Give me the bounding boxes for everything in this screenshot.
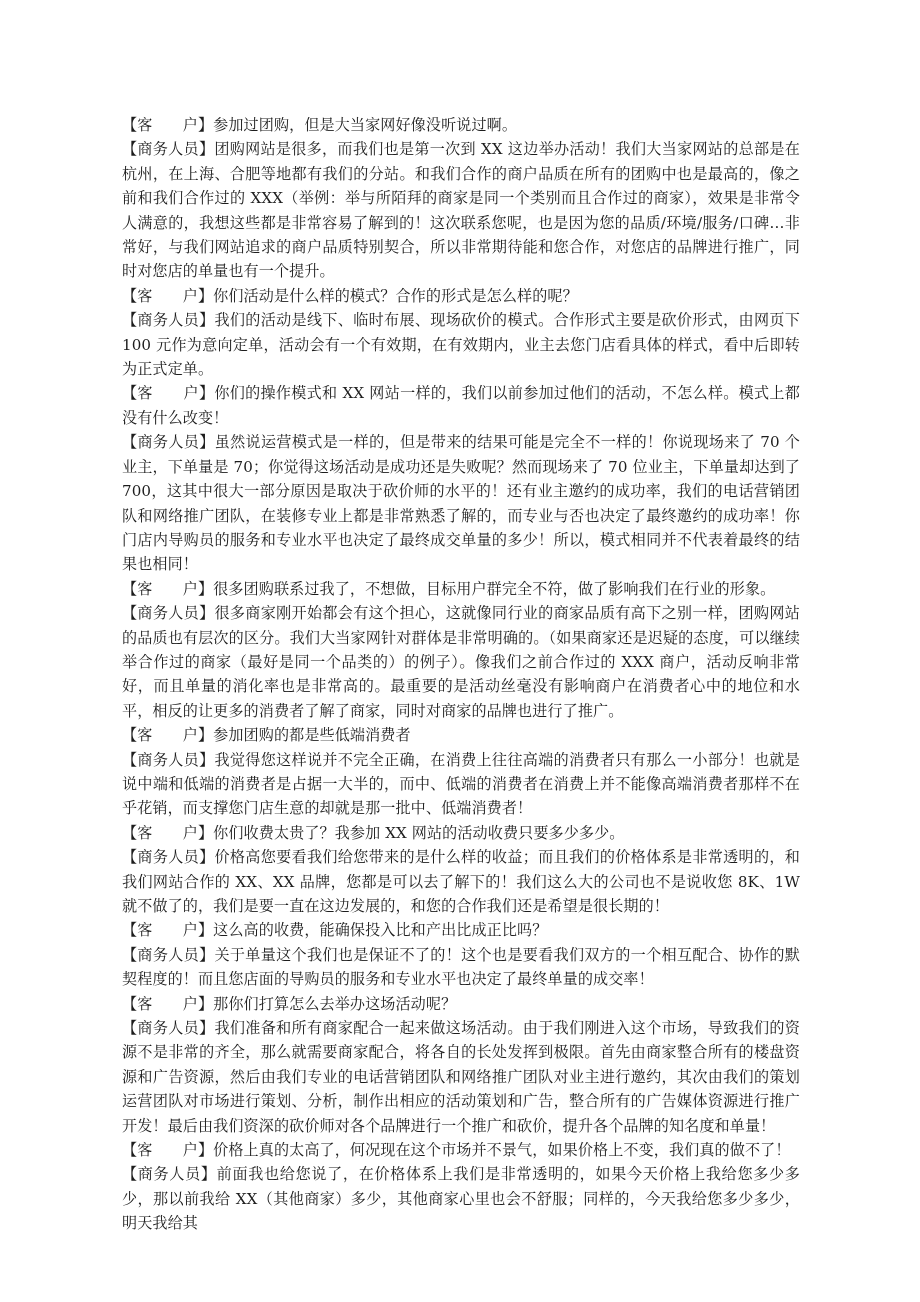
dialogue-paragraph-customer: 【客 户】你们的操作模式和 XX 网站一样的，我们以前参加过他们的活动，不怎么样。模式上都没有什么改变！ — [122, 384, 800, 427]
document-body — [122, 113, 800, 1236]
dialogue-paragraph-customer: 【客 户】你们收费太贵了？我参加 XX 网站的活动收费只要多少多少。 — [122, 823, 625, 842]
dialogue-paragraph-customer: 【客 户】参加过团购，但是大当家网好像没听说过啊。 — [122, 116, 518, 134]
dialogue-paragraph-agent: 【商务人员】我觉得您这样说并不完全正确，在消费上往往高端的消费者只有那么一小部分！也就是说中端和低端的消费者是占据一大半的，而中、低端的消费者在消费上并不能像高端消费者那样不在乎花销，而支撑您门店生意的却就是那一批中、低端消费者！ — [122, 750, 800, 818]
dialogue-paragraph-agent: 【商务人员】团购网站是很多，而我们也是第一次到 XX 这边举办活动！我们大当家网站的总部是在杭州，在上海、合肥等地都有我们的分站。和我们合作的商户品质在所有的团购中也是最高的，像之前和我们合作过的 XXX（举例：举与所陌拜的商家是同一个类别而且合作过的商家），效果是非常令人满意的，我想这些都是非常容易了解到的！这次联系您呢，也是因为您的品质/环境/服务/口碑…非常好，与我们网站追求的商户品质特别契合，所以非常期待能和您合作，对您店的品牌进行推广，同时对您店的单量也有一个提升。 — [122, 140, 800, 281]
dialogue-paragraph-agent: 【商务人员】虽然说运营模式是一样的，但是带来的结果可能是完全不一样的！你说现场来了 70 个业主，下单量是 70；你觉得这场活动是成功还是失败呢？然而现场来了 70 位业主，下单量却达到了 700，这其中很大一部分原因是取决于砍价师的水平的！还有业主邀约的成功率，我们的电话营销团队和网络推广团队，在装修专业上都是非常熟悉了解的，而专业与否也决定了最终邀约的成功率！你门店内导购员的服务和专业水平也决定了最终成交单量的多少！所以，模式相同并不代表着最终的结果也相同！ — [122, 433, 800, 574]
dialogue-paragraph-agent: 【商务人员】我们的活动是线下、临时布展、现场砍价的模式。合作形式主要是砍价形式，由网页下 100 元作为意向定单，活动会有一个有效期，在有效期内，业主去您门店看具体的样式，看中后即转为正式定单。 — [122, 311, 800, 379]
dialogue-paragraph-agent: 【商务人员】价格高您要看我们给您带来的是什么样的收益；而且我们的价格体系是非常透明的，和我们网站合作的 XX、XX 品牌，您都是可以去了解下的！我们这么大的公司也不是说收您 8K、1W 就不做了的，我们是要一直在这边发展的，和您的合作我们还是希望是很长期的！ — [122, 848, 800, 915]
dialogue-paragraph-customer: 【客 户】参加团购的都是些低端消费者 — [122, 726, 411, 745]
dialogue-paragraph-customer: 【客 户】那你们打算怎么去举办这场活动呢？ — [122, 994, 457, 1013]
dialogue-paragraph-customer: 【客 户】这么高的收费，能确保投入比和产出比成正比吗？ — [122, 921, 548, 940]
dialogue-paragraph-customer: 【客 户】很多团购联系过我了，不想做，目标用户群完全不符，做了影响我们在行业的形象。 — [122, 579, 776, 598]
dialogue-paragraph-agent: 【商务人员】很多商家刚开始都会有这个担心，这就像同行业的商家品质有高下之别一样，团购网站的品质也有层次的区分。我们大当家网针对群体是非常明确的。（如果商家还是迟疑的态度，可以继续举合作过的商家（最好是同一个品类的）的例子）。像我们之前合作过的 XXX 商户，活动反响非常好，而且单量的消化率也是非常高的。最重要的是活动丝毫没有影响商户在消费者心中的地位和水平，相反的让更多的消费者了解了商家，同时对商家的品牌也进行了推广。 — [122, 604, 800, 720]
dialogue-paragraph-agent: 【商务人员】关于单量这个我们也是保证不了的！这个也是要看我们双方的一个相互配合、协作的默契程度的！而且您店面的导购员的服务和专业水平也决定了最终单量的成交率！ — [122, 945, 800, 989]
dialogue-paragraph-agent: 【商务人员】前面我也给您说了，在价格体系上我们是非常透明的，如果今天价格上我给您多少多少，那以前我给 XX（其他商家）多少，其他商家心里也会不舒服；同样的，今天我给您多少多少，明天我给其 — [122, 1165, 800, 1233]
dialogue-paragraph-customer: 【客 户】你们活动是什么样的模式？合作的形式是怎么样的呢？ — [122, 286, 578, 305]
dialogue-paragraph-customer: 【客 户】价格上真的太高了，何况现在这个市场并不景气，如果价格上不变，我们真的做不了！ — [122, 1141, 791, 1160]
dialogue-paragraph-agent: 【商务人员】我们准备和所有商家配合一起来做这场活动。由于我们刚进入这个市场，导致我们的资源不是非常的齐全，那么就需要商家配合，将各自的长处发挥到极限。首先由商家整合所有的楼盘资源和广告资源，然后由我们专业的电话营销团队和网络推广团队对业主进行邀约，其次由我们的策划运营团队对市场进行策划、分析，制作出相应的活动策划和广告，整合所有的广告媒体资源进行推广开发！最后由我们资深的砍价师对各个品牌进行一个推广和砍价，提升各个品牌的知名度和单量！ — [122, 1019, 800, 1135]
